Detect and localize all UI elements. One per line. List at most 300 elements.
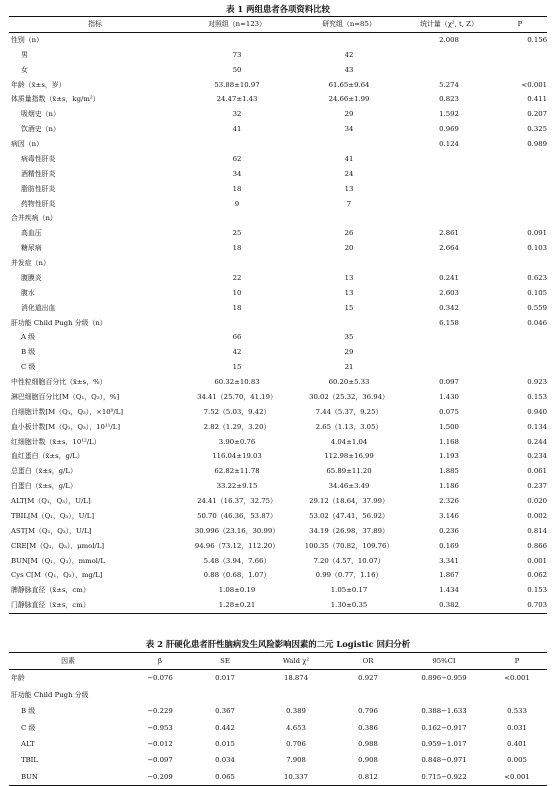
cell-beta: −0.209 [147, 772, 173, 781]
cell-p [493, 360, 547, 375]
cell-indicator: 男 [21, 50, 28, 59]
cell-p: 0.923 [527, 378, 547, 386]
cell-statistic [405, 360, 493, 375]
cell-study: 13 [344, 273, 354, 282]
cell-indicator: 病因（n） [11, 140, 43, 148]
table-row [9, 48, 547, 63]
table-row [9, 375, 547, 390]
table-row [9, 449, 547, 464]
cell-control: 18 [232, 184, 242, 193]
cell-or: 0.796 [358, 707, 378, 716]
table-row [9, 405, 547, 420]
cell-statistic [405, 48, 493, 63]
table-row [9, 197, 547, 212]
cell-wald: 4.653 [286, 723, 306, 732]
cell-control: 34.41（25.70，41.19） [197, 392, 277, 401]
cell-p: 0.234 [527, 452, 547, 461]
cell-statistic: 1.592 [439, 110, 459, 119]
cell-study: 1.30±0.35 [330, 601, 368, 610]
cell-p [493, 167, 547, 182]
cell-study: 34 [344, 125, 354, 134]
cell-control: 5.48（3.94，7.66） [203, 556, 271, 565]
cell-study [293, 32, 405, 47]
cell-study: 15 [344, 303, 354, 312]
cell-p: 0.134 [527, 422, 547, 431]
cell-statistic: 0.382 [439, 601, 459, 610]
cell-control: 3.90±0.76 [218, 437, 256, 446]
cell-indicator: 血红蛋白（x̄±s，g/L） [11, 452, 84, 461]
cell-statistic: 1.168 [439, 437, 459, 446]
cell-indicator: Cys C[M（Q₁，Q₃），mg/L] [11, 571, 103, 580]
cell-study: 7 [346, 199, 352, 208]
cell-wald: 0.706 [286, 740, 306, 749]
cell-p: 0.005 [507, 756, 527, 765]
table-row [9, 464, 547, 479]
cell-indicator: A 级 [21, 333, 36, 342]
cell-statistic: 1.867 [439, 571, 459, 580]
table-row [9, 554, 547, 569]
cell-indicator: TBIL[M（Q₁，Q₃），U/L] [11, 511, 95, 520]
cell-control: 18 [232, 244, 242, 253]
cell-p: 0.703 [527, 601, 547, 610]
cell-indicator: 腹膜炎 [21, 273, 42, 282]
cell-study: 112.98±16.99 [324, 452, 374, 461]
table-row [9, 107, 547, 122]
cell-statistic: 0.124 [439, 140, 459, 148]
cell-indicator: 肝功能 Child Pugh 分级（n） [11, 318, 107, 327]
cell-p: <0.001 [521, 80, 547, 89]
cell-p: 0.411 [527, 95, 547, 104]
table-row [9, 360, 547, 375]
cell-study: 21 [344, 363, 354, 372]
table-row [9, 736, 547, 752]
cell-statistic: 0.169 [439, 541, 459, 550]
cell-statistic: 1.500 [439, 422, 459, 431]
cell-p: 0.153 [527, 392, 547, 401]
cell-statistic: 2.664 [439, 244, 459, 253]
table-row [9, 271, 547, 286]
cell-control: 7.52（5.03，9.42） [203, 407, 271, 416]
cell-study: 13 [344, 288, 354, 297]
cell-control: 32 [232, 110, 242, 119]
col-header-beta: β [158, 657, 162, 665]
cell-control: 25 [232, 229, 242, 238]
cell-statistic: 2.008 [439, 35, 459, 44]
table2 [9, 652, 547, 786]
cell-study: 53.02（47.41，56.92） [309, 511, 389, 520]
cell-or [335, 687, 401, 703]
cell-p: 0.989 [527, 140, 547, 148]
cell-control [181, 32, 293, 47]
cell-statistic [405, 167, 493, 182]
cell-statistic: 2.603 [439, 288, 459, 297]
cell-indicator: B 级 [21, 348, 36, 357]
table-row [9, 152, 547, 167]
cell-study: 41 [344, 154, 354, 163]
table-row [9, 670, 547, 687]
table1 [9, 16, 547, 614]
col-header-study: 研究组（n=85） [322, 20, 376, 28]
cell-control: 41 [232, 125, 242, 134]
cell-se [193, 687, 257, 703]
cell-statistic [405, 211, 493, 226]
cell-indicator: 脾静脉直径（x̄±s，cm） [11, 586, 90, 595]
cell-statistic: 1.430 [439, 392, 459, 401]
cell-p: 0.103 [527, 244, 547, 253]
col-header-p: P [514, 657, 520, 665]
cell-statistic: 5.274 [439, 80, 459, 89]
cell-indicator: AST[M（Q₁，Q₃），U/L] [11, 526, 92, 535]
cell-study: 7.20（4.57，10.07） [313, 556, 385, 565]
cell-indicator: 红细胞计数（x̄±s，10¹²/L） [11, 437, 101, 446]
cell-or: 0.927 [358, 674, 378, 683]
cell-statistic: 0.236 [439, 526, 459, 535]
table-row [9, 211, 547, 226]
table-row [9, 182, 547, 197]
cell-indicator: 性别（n） [11, 35, 43, 44]
cell-indicator: 白细胞计数[M（Q₁，Q₃），×10⁹/L] [11, 407, 124, 416]
cell-study: 24.66±1.99 [328, 95, 370, 104]
cell-study: 65.89±11.20 [326, 467, 372, 476]
cell-study: 61.65±9.64 [328, 80, 370, 89]
cell-control: 34 [232, 169, 242, 178]
cell-control: 94.96（73.12，112.20） [194, 541, 280, 550]
cell-indicator: 药物性肝炎 [21, 199, 56, 208]
cell-se: 0.367 [215, 707, 235, 716]
table-row [9, 435, 547, 450]
cell-p: 0.020 [527, 497, 547, 505]
table-row [9, 63, 547, 78]
cell-p: 0.401 [507, 740, 527, 749]
cell-study: 24 [344, 169, 354, 178]
table-row [9, 390, 547, 405]
cell-p: 0.244 [527, 437, 547, 446]
cell-control: 18 [232, 303, 242, 312]
col-header-statistic: 统计量（χ², t, Z） [420, 20, 478, 28]
cell-ci: 0.896−0.959 [421, 674, 467, 683]
cell-study: 29 [344, 348, 354, 357]
cell-study: 30.02（25.32，36.94） [309, 392, 389, 401]
cell-study [293, 211, 405, 226]
cell-ci: 0.715−0.922 [421, 772, 467, 781]
cell-control: 9 [234, 199, 240, 208]
cell-factor: C 级 [21, 723, 36, 732]
cell-control: 66 [232, 333, 242, 342]
cell-indicator: 女 [21, 65, 28, 74]
cell-indicator: 脂肪性肝炎 [21, 184, 56, 193]
cell-statistic [405, 197, 493, 212]
cell-statistic: 1.186 [439, 482, 459, 491]
cell-p: 0.153 [527, 586, 547, 595]
cell-control: 62 [232, 154, 242, 163]
cell-statistic: 1.193 [439, 452, 459, 461]
cell-p [493, 330, 547, 345]
cell-indicator: 年龄（x̄±s，岁） [11, 80, 66, 89]
col-header-or: OR [362, 657, 374, 665]
cell-indicator: ALT[M（Q₁，Q₃），U/L] [11, 497, 91, 505]
cell-control: 116.04±19.03 [212, 452, 262, 461]
cell-wald: 7.908 [286, 756, 306, 765]
cell-p: <0.001 [504, 674, 530, 683]
cell-study: 42 [344, 50, 354, 59]
cell-control: 50.70（46.36，53.87） [197, 511, 277, 520]
cell-indicator: 体质量指数（x̄±s，kg/m²） [11, 95, 100, 104]
table2-body [9, 670, 547, 786]
cell-p [493, 211, 547, 226]
cell-wald: 10.337 [283, 772, 309, 781]
table-row [9, 301, 547, 316]
cell-indicator: 血小板计数[M（Q₁，Q₃），10¹¹/L] [11, 422, 121, 431]
cell-study: 29.12（18.64，37.99） [309, 497, 389, 505]
cell-indicator: 吸烟史（n） [21, 110, 60, 119]
cell-control: 15 [232, 363, 242, 372]
cell-control: 42 [232, 348, 242, 357]
cell-statistic: 3.341 [439, 556, 459, 565]
table-row [9, 509, 547, 524]
cell-control [181, 211, 293, 226]
cell-p: 0.002 [527, 511, 547, 520]
cell-or: 0.908 [358, 756, 378, 765]
cell-study: 100.35（70.82，109.76） [304, 541, 394, 550]
col-header-ci: 95%CI [432, 657, 456, 665]
cell-study: 0.99（0.77，1.16） [315, 571, 383, 580]
cell-p [493, 48, 547, 63]
cell-study [293, 137, 405, 152]
table-row [9, 167, 547, 182]
table-row [9, 687, 547, 703]
cell-study: 13 [344, 184, 354, 193]
cell-p: 0.559 [527, 303, 547, 312]
cell-statistic: 0.969 [439, 125, 459, 134]
cell-control: 0.88（0.68，1.07） [203, 571, 271, 580]
cell-indicator: 中性粒细胞百分比（x̄±s，%） [11, 378, 107, 386]
cell-factor: 肝功能 Child Pugh 分级 [11, 690, 89, 699]
cell-control: 62.82±11.78 [214, 467, 260, 476]
cell-beta [127, 687, 193, 703]
cell-p: 0.105 [527, 288, 547, 297]
cell-beta: −0.076 [147, 674, 173, 683]
cell-p [493, 345, 547, 360]
cell-control: 24.47±1.43 [216, 95, 258, 104]
table-row [9, 256, 547, 271]
table-row [9, 494, 547, 509]
cell-statistic: 1.434 [439, 586, 459, 595]
cell-indicator: C 级 [21, 363, 36, 372]
cell-control [181, 256, 293, 271]
cell-statistic: 3.146 [439, 511, 459, 520]
cell-control: 10 [232, 288, 242, 297]
cell-indicator: 门静脉直径（x̄±s，cm） [11, 601, 90, 610]
cell-or: 0.386 [358, 723, 378, 732]
cell-p: 0.866 [527, 541, 547, 550]
cell-indicator: 并发症（n） [11, 259, 50, 267]
table-row [9, 752, 547, 768]
cell-p: 0.623 [527, 273, 547, 282]
col-header-p: P [517, 20, 523, 28]
cell-or: 0.812 [358, 772, 378, 781]
table-row [9, 226, 547, 241]
table-row [9, 703, 547, 719]
cell-study: 4.04±1.04 [330, 437, 368, 446]
cell-factor: TBIL [21, 756, 38, 765]
cell-control: 73 [232, 50, 242, 59]
cell-control: 2.82（1.29，3.20） [203, 422, 271, 431]
cell-factor: BUN [21, 772, 38, 781]
cell-statistic [405, 345, 493, 360]
cell-statistic: 0.075 [439, 407, 459, 416]
cell-control: 1.08±0.19 [218, 586, 256, 595]
table-row [9, 345, 547, 360]
table-row [9, 78, 547, 93]
table2-caption: 表 2 肝硬化患者肝性脑病发生风险影响因素的二元 Logistic 回归分析 [145, 639, 411, 649]
cell-study: 2.65（1.13，3.05） [315, 422, 383, 431]
cell-study [293, 316, 405, 331]
cell-control: 50 [232, 65, 242, 74]
cell-p: 0.091 [527, 229, 547, 238]
cell-p [493, 152, 547, 167]
cell-indicator: CRE[M（Q₁，Q₃），μmol/L] [11, 541, 105, 550]
cell-indicator: 糖尿病 [21, 244, 42, 253]
cell-study: 35 [344, 333, 354, 342]
cell-ci: 0.848−0.971 [421, 756, 467, 765]
cell-indicator: BUN[M（Q₁，Q₃），mmol/L [11, 556, 105, 565]
cell-indicator: 腹水 [21, 288, 35, 297]
cell-indicator: 病毒性肝炎 [21, 154, 56, 163]
cell-control [181, 316, 293, 331]
cell-statistic [405, 63, 493, 78]
table1-body [9, 32, 547, 613]
table-row [9, 720, 547, 736]
cell-p: 0.046 [527, 318, 547, 327]
cell-indicator: 白蛋白（x̄±s，g/L） [11, 482, 77, 491]
cell-statistic [405, 256, 493, 271]
table-row [9, 524, 547, 539]
cell-statistic [405, 152, 493, 167]
cell-control: 22 [232, 273, 242, 282]
cell-p: 0.061 [527, 467, 547, 476]
col-header-se: SE [220, 657, 230, 665]
table-row [9, 769, 547, 786]
table-row [9, 137, 547, 152]
cell-control: 53.88±10.97 [214, 80, 260, 89]
cell-study: 60.20±5.33 [328, 378, 370, 386]
cell-statistic: 0.342 [439, 303, 459, 312]
cell-control: 24.41（16.37，32.75） [197, 497, 277, 505]
cell-statistic: 2.326 [439, 497, 459, 505]
cell-indicator: 淋巴细胞百分比[M（Q₁，Q₃），%] [11, 392, 120, 401]
cell-beta: −0.097 [147, 756, 173, 765]
cell-p: 0.237 [527, 482, 547, 491]
cell-ci: 0.162−0.917 [421, 723, 467, 732]
cell-p [493, 197, 547, 212]
table1-caption: 表 1 两组患者各项资料比较 [226, 4, 330, 14]
cell-ci [401, 687, 487, 703]
table-row [9, 241, 547, 256]
cell-statistic: 1.885 [439, 467, 459, 476]
cell-p: 0.062 [527, 571, 547, 580]
cell-wald: 0.389 [286, 707, 306, 716]
cell-se: 0.034 [215, 756, 235, 765]
cell-control [181, 137, 293, 152]
cell-beta: −0.012 [147, 740, 173, 749]
cell-study: 7.44（5.37，9.25） [315, 407, 383, 416]
col-header-indicator: 指标 [88, 20, 102, 28]
table-row [9, 122, 547, 137]
cell-p: 0.156 [527, 35, 547, 44]
cell-statistic [405, 330, 493, 345]
cell-factor: ALT [21, 740, 35, 749]
table2-header-row [9, 653, 547, 670]
table-row [9, 330, 547, 345]
cell-p: 0.533 [507, 707, 527, 716]
cell-control: 30.996（23.16，30.99） [194, 526, 280, 535]
cell-statistic [405, 182, 493, 197]
cell-study: 26 [344, 229, 354, 238]
col-header-wald: Wald χ² [282, 657, 310, 665]
table-row [9, 479, 547, 494]
cell-study: 43 [344, 65, 354, 74]
cell-wald [257, 687, 335, 703]
cell-study: 34.19（26.98，37.89） [309, 526, 389, 535]
cell-ci: 0.388−1.633 [421, 707, 467, 716]
cell-study: 20 [344, 244, 354, 253]
cell-p: 0.814 [527, 526, 547, 535]
cell-control: 33.22±9.15 [216, 482, 258, 491]
cell-p: <0.001 [504, 772, 530, 781]
cell-p: 0.207 [527, 110, 547, 119]
cell-control: 1.28±0.21 [218, 601, 256, 610]
cell-indicator: 总蛋白（x̄±s，g/L） [11, 467, 77, 476]
cell-p [493, 63, 547, 78]
cell-indicator: 饮酒史（n） [21, 125, 60, 134]
table-row [9, 583, 547, 598]
cell-p: 0.001 [527, 556, 547, 565]
cell-study: 29 [344, 110, 354, 119]
table-row [9, 568, 547, 583]
cell-study: 1.05±0.17 [330, 586, 368, 595]
cell-study [293, 256, 405, 271]
cell-factor: 年龄 [11, 674, 25, 683]
cell-factor: B 级 [21, 707, 36, 716]
cell-p [487, 687, 547, 703]
table-row [9, 32, 547, 47]
cell-p: 0.031 [507, 723, 527, 732]
cell-wald: 18.874 [283, 674, 309, 683]
cell-statistic: 0.241 [439, 273, 459, 282]
cell-se: 0.015 [215, 740, 235, 749]
cell-indicator: 消化道出血 [21, 303, 56, 312]
col-header-factor: 因素 [61, 657, 75, 665]
cell-se: 0.017 [215, 674, 235, 683]
table-row [9, 539, 547, 554]
table1-header-row [9, 17, 547, 33]
cell-control: 60.32±10.83 [214, 378, 260, 386]
table-row [9, 420, 547, 435]
cell-indicator: 酒精性肝炎 [21, 169, 56, 178]
table-row [9, 92, 547, 107]
cell-or: 0.988 [358, 740, 378, 749]
cell-p [493, 256, 547, 271]
cell-beta: −0.953 [147, 723, 173, 732]
table-row [9, 316, 547, 331]
cell-se: 0.065 [215, 772, 235, 781]
cell-study: 34.46±3.49 [328, 482, 370, 491]
cell-indicator: 合并疾病（n） [11, 214, 57, 223]
table-row [9, 286, 547, 301]
cell-beta: −0.229 [147, 707, 173, 716]
cell-p: 0.940 [527, 407, 547, 416]
cell-statistic: 2.861 [439, 229, 459, 238]
